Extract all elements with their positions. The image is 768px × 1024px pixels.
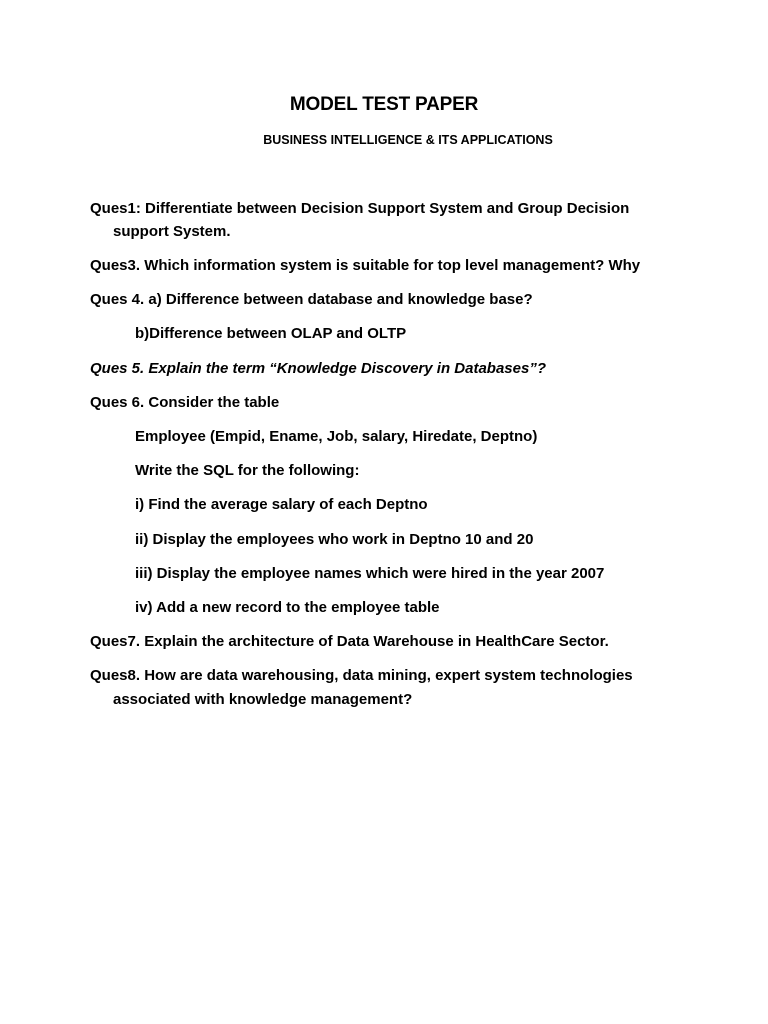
question-1-line-1: Ques1: Differentiate between Decision Support System and Group Decision <box>90 200 630 217</box>
question-6-part-iv: iv) Add a new record to the employee table <box>135 599 440 616</box>
question-5: Ques 5. Explain the term “Knowledge Discovery in Databases”? <box>90 360 546 377</box>
question-1-line-2: support System. <box>113 223 231 240</box>
question-6-part-ii: ii) Display the employees who work in Deptno 10 and 20 <box>135 531 534 548</box>
question-6-table-schema: Employee (Empid, Ename, Job, salary, Hiredate, Deptno) <box>135 428 538 445</box>
question-6: Ques 6. Consider the table <box>90 394 280 411</box>
page-subtitle: BUSINESS INTELLIGENCE & ITS APPLICATIONS <box>263 133 553 147</box>
question-6-part-i: i) Find the average salary of each Deptno <box>135 496 428 513</box>
question-8-line-1: Ques8. How are data warehousing, data mining, expert system technologies <box>90 667 633 684</box>
question-6-instruction: Write the SQL for the following: <box>135 462 360 479</box>
question-7: Ques7. Explain the architecture of Data Warehouse in HealthCare Sector. <box>90 633 609 650</box>
question-8-line-2: associated with knowledge management? <box>113 691 413 708</box>
question-6-part-iii: iii) Display the employee names which were hired in the year 2007 <box>135 565 605 582</box>
question-3: Ques3. Which information system is suitable for top level management? Why <box>90 257 641 274</box>
question-4b: b)Difference between OLAP and OLTP <box>135 325 407 342</box>
question-4a: Ques 4. a) Difference between database and knowledge base? <box>90 291 533 308</box>
page-title: MODEL TEST PAPER <box>289 94 479 115</box>
